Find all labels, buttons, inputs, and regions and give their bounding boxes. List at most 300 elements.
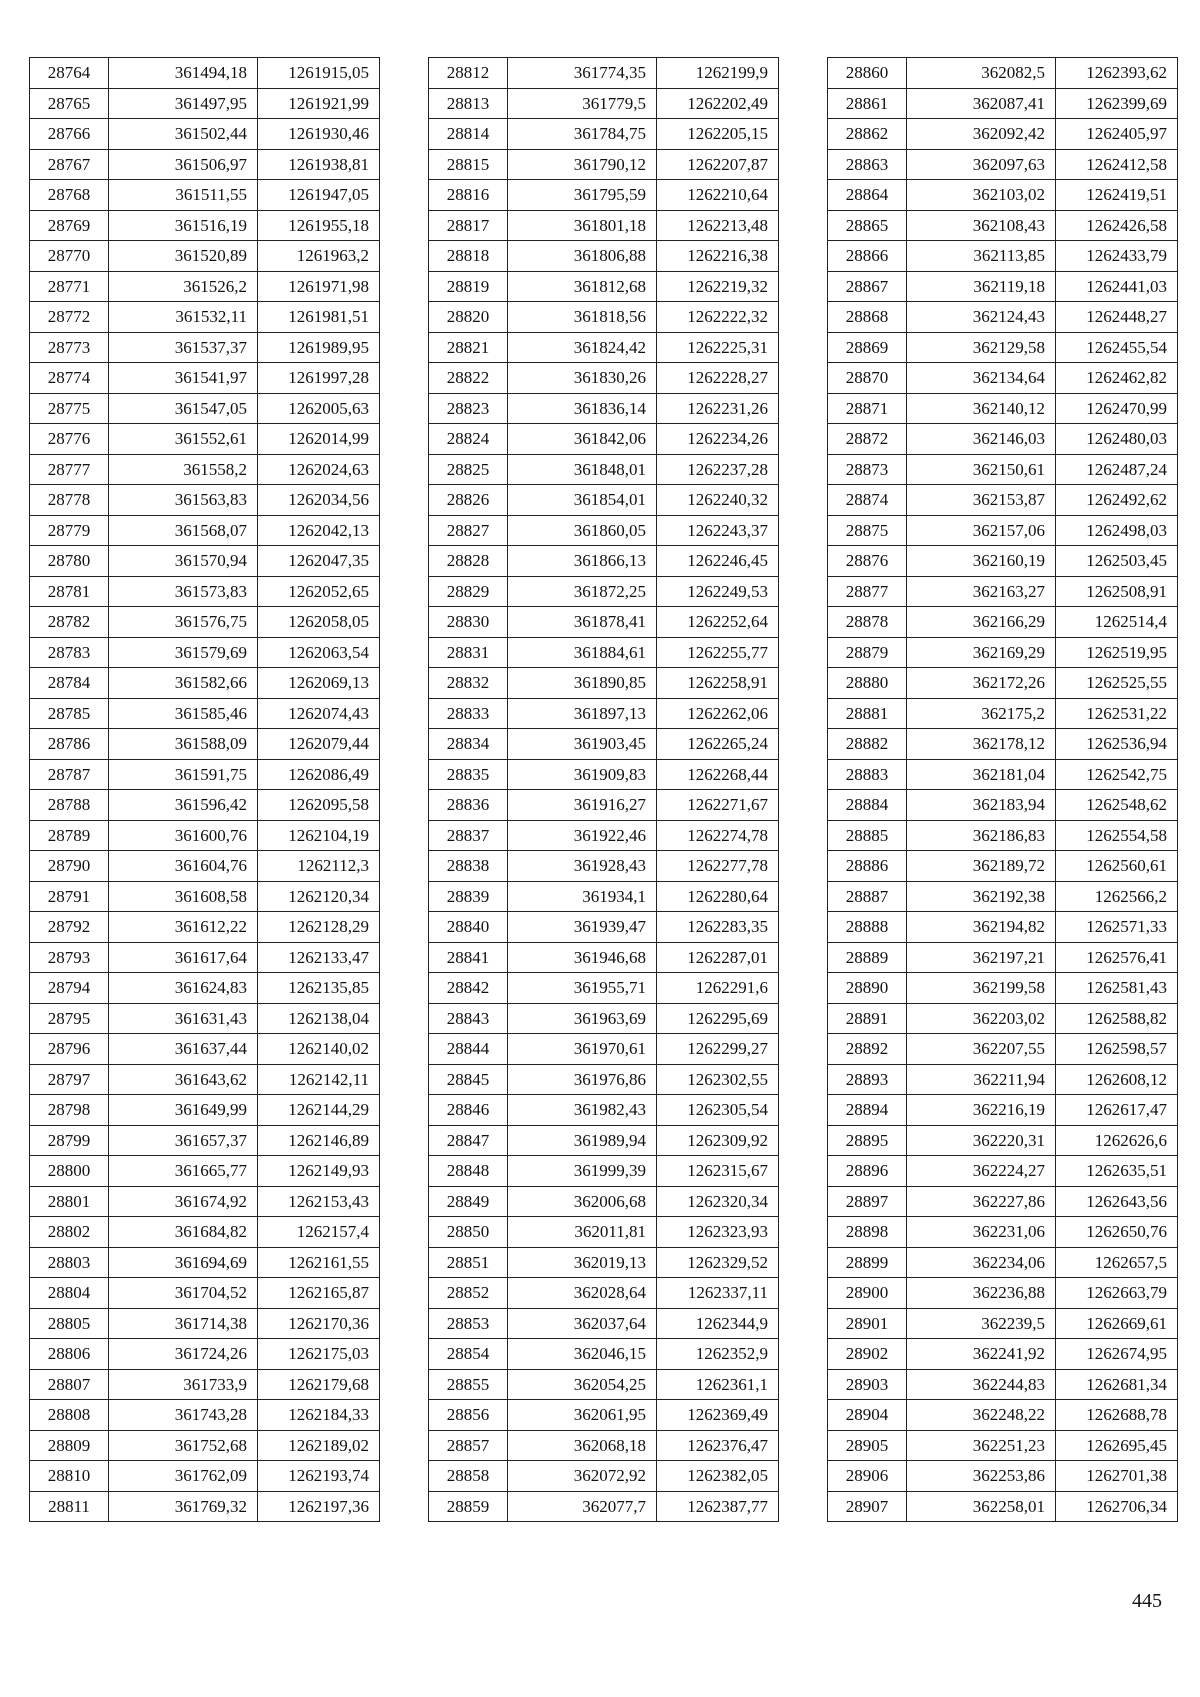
x-coordinate-cell: 361657,37 bbox=[109, 1125, 258, 1156]
y-coordinate-cell: 1262536,94 bbox=[1056, 729, 1178, 760]
table-row bbox=[429, 607, 779, 638]
x-coordinate-cell: 361774,35 bbox=[508, 58, 657, 89]
x-coordinate-cell: 362082,5 bbox=[907, 58, 1056, 89]
x-coordinate-cell: 361624,83 bbox=[109, 973, 258, 1004]
table-row bbox=[828, 271, 1178, 302]
table-row bbox=[30, 1064, 380, 1095]
y-coordinate-cell: 1262291,6 bbox=[657, 973, 779, 1004]
table-row bbox=[429, 210, 779, 241]
table-row bbox=[828, 1461, 1178, 1492]
x-coordinate-cell: 362211,94 bbox=[907, 1064, 1056, 1095]
point-number-cell: 28846 bbox=[429, 1095, 508, 1126]
y-coordinate-cell: 1262498,03 bbox=[1056, 515, 1178, 546]
table-row bbox=[30, 149, 380, 180]
y-coordinate-cell: 1262441,03 bbox=[1056, 271, 1178, 302]
x-coordinate-cell: 362186,83 bbox=[907, 820, 1056, 851]
table-row bbox=[828, 1278, 1178, 1309]
y-coordinate-cell: 1262508,91 bbox=[1056, 576, 1178, 607]
y-coordinate-cell: 1262277,78 bbox=[657, 851, 779, 882]
point-number-cell: 28879 bbox=[828, 637, 907, 668]
point-number-cell: 28787 bbox=[30, 759, 109, 790]
y-coordinate-cell: 1262426,58 bbox=[1056, 210, 1178, 241]
x-coordinate-cell: 362072,92 bbox=[508, 1461, 657, 1492]
y-coordinate-cell: 1262315,67 bbox=[657, 1156, 779, 1187]
point-number-cell: 28867 bbox=[828, 271, 907, 302]
x-coordinate-cell: 361970,61 bbox=[508, 1034, 657, 1065]
x-coordinate-cell: 361982,43 bbox=[508, 1095, 657, 1126]
table-row bbox=[828, 1430, 1178, 1461]
table-row bbox=[828, 820, 1178, 851]
x-coordinate-cell: 362248,22 bbox=[907, 1400, 1056, 1431]
point-number-cell: 28906 bbox=[828, 1461, 907, 1492]
x-coordinate-cell: 362157,06 bbox=[907, 515, 1056, 546]
point-number-cell: 28881 bbox=[828, 698, 907, 729]
x-coordinate-cell: 361928,43 bbox=[508, 851, 657, 882]
point-number-cell: 28890 bbox=[828, 973, 907, 1004]
point-number-cell: 28888 bbox=[828, 912, 907, 943]
table-row bbox=[429, 454, 779, 485]
y-coordinate-cell: 1262635,51 bbox=[1056, 1156, 1178, 1187]
table-row bbox=[30, 1339, 380, 1370]
point-number-cell: 28825 bbox=[429, 454, 508, 485]
y-coordinate-cell: 1262376,47 bbox=[657, 1430, 779, 1461]
table-row bbox=[429, 1247, 779, 1278]
table-row bbox=[828, 668, 1178, 699]
point-number-cell: 28901 bbox=[828, 1308, 907, 1339]
y-coordinate-cell: 1262144,29 bbox=[258, 1095, 380, 1126]
table-row bbox=[828, 241, 1178, 272]
table-row bbox=[828, 546, 1178, 577]
table-row bbox=[30, 668, 380, 699]
table-row bbox=[30, 759, 380, 790]
y-coordinate-cell: 1262283,35 bbox=[657, 912, 779, 943]
table-row bbox=[30, 790, 380, 821]
point-number-cell: 28772 bbox=[30, 302, 109, 333]
y-coordinate-cell: 1262112,3 bbox=[258, 851, 380, 882]
y-coordinate-cell: 1262542,75 bbox=[1056, 759, 1178, 790]
point-number-cell: 28790 bbox=[30, 851, 109, 882]
point-number-cell: 28874 bbox=[828, 485, 907, 516]
y-coordinate-cell: 1261989,95 bbox=[258, 332, 380, 363]
point-number-cell: 28857 bbox=[429, 1430, 508, 1461]
table-row bbox=[828, 1491, 1178, 1522]
x-coordinate-cell: 361884,61 bbox=[508, 637, 657, 668]
x-coordinate-cell: 362087,41 bbox=[907, 88, 1056, 119]
x-coordinate-cell: 362166,29 bbox=[907, 607, 1056, 638]
point-number-cell: 28785 bbox=[30, 698, 109, 729]
point-number-cell: 28813 bbox=[429, 88, 508, 119]
x-coordinate-cell: 361526,2 bbox=[109, 271, 258, 302]
y-coordinate-cell: 1262047,35 bbox=[258, 546, 380, 577]
y-coordinate-cell: 1262361,1 bbox=[657, 1369, 779, 1400]
point-number-cell: 28802 bbox=[30, 1217, 109, 1248]
point-number-cell: 28889 bbox=[828, 942, 907, 973]
point-number-cell: 28805 bbox=[30, 1308, 109, 1339]
table-row bbox=[30, 88, 380, 119]
x-coordinate-cell: 362197,21 bbox=[907, 942, 1056, 973]
point-number-cell: 28904 bbox=[828, 1400, 907, 1431]
x-coordinate-cell: 361922,46 bbox=[508, 820, 657, 851]
y-coordinate-cell: 1262042,13 bbox=[258, 515, 380, 546]
x-coordinate-cell: 361537,37 bbox=[109, 332, 258, 363]
point-number-cell: 28877 bbox=[828, 576, 907, 607]
table-row bbox=[828, 119, 1178, 150]
table-row bbox=[828, 881, 1178, 912]
coordinate-table-2 bbox=[428, 57, 779, 1522]
y-coordinate-cell: 1262249,53 bbox=[657, 576, 779, 607]
y-coordinate-cell: 1262566,2 bbox=[1056, 881, 1178, 912]
point-number-cell: 28859 bbox=[429, 1491, 508, 1522]
point-number-cell: 28791 bbox=[30, 881, 109, 912]
table-row bbox=[828, 332, 1178, 363]
y-coordinate-cell: 1261921,99 bbox=[258, 88, 380, 119]
point-number-cell: 28764 bbox=[30, 58, 109, 89]
x-coordinate-cell: 362160,19 bbox=[907, 546, 1056, 577]
y-coordinate-cell: 1261981,51 bbox=[258, 302, 380, 333]
point-number-cell: 28843 bbox=[429, 1003, 508, 1034]
point-number-cell: 28800 bbox=[30, 1156, 109, 1187]
y-coordinate-cell: 1262352,9 bbox=[657, 1339, 779, 1370]
table-row bbox=[828, 1095, 1178, 1126]
table-row bbox=[828, 393, 1178, 424]
table-row bbox=[828, 58, 1178, 89]
x-coordinate-cell: 361596,42 bbox=[109, 790, 258, 821]
table-row bbox=[30, 576, 380, 607]
x-coordinate-cell: 361743,28 bbox=[109, 1400, 258, 1431]
x-coordinate-cell: 361665,77 bbox=[109, 1156, 258, 1187]
table-row bbox=[30, 1247, 380, 1278]
table-row bbox=[429, 1461, 779, 1492]
x-coordinate-cell: 361769,32 bbox=[109, 1491, 258, 1522]
point-number-cell: 28797 bbox=[30, 1064, 109, 1095]
table-row bbox=[429, 851, 779, 882]
point-number-cell: 28786 bbox=[30, 729, 109, 760]
x-coordinate-cell: 362163,27 bbox=[907, 576, 1056, 607]
x-coordinate-cell: 362140,12 bbox=[907, 393, 1056, 424]
x-coordinate-cell: 361916,27 bbox=[508, 790, 657, 821]
table-row bbox=[828, 302, 1178, 333]
table-row bbox=[429, 1217, 779, 1248]
y-coordinate-cell: 1262271,67 bbox=[657, 790, 779, 821]
x-coordinate-cell: 361909,83 bbox=[508, 759, 657, 790]
point-number-cell: 28827 bbox=[429, 515, 508, 546]
x-coordinate-cell: 362189,72 bbox=[907, 851, 1056, 882]
x-coordinate-cell: 361547,05 bbox=[109, 393, 258, 424]
table-row bbox=[429, 241, 779, 272]
point-number-cell: 28838 bbox=[429, 851, 508, 882]
y-coordinate-cell: 1262525,55 bbox=[1056, 668, 1178, 699]
point-number-cell: 28835 bbox=[429, 759, 508, 790]
y-coordinate-cell: 1262470,99 bbox=[1056, 393, 1178, 424]
y-coordinate-cell: 1262323,93 bbox=[657, 1217, 779, 1248]
y-coordinate-cell: 1262657,5 bbox=[1056, 1247, 1178, 1278]
y-coordinate-cell: 1262252,64 bbox=[657, 607, 779, 638]
x-coordinate-cell: 362113,85 bbox=[907, 241, 1056, 272]
x-coordinate-cell: 361779,5 bbox=[508, 88, 657, 119]
table-row bbox=[30, 271, 380, 302]
x-coordinate-cell: 361541,97 bbox=[109, 363, 258, 394]
table-row bbox=[30, 851, 380, 882]
x-coordinate-cell: 361617,64 bbox=[109, 942, 258, 973]
y-coordinate-cell: 1262487,24 bbox=[1056, 454, 1178, 485]
point-number-cell: 28854 bbox=[429, 1339, 508, 1370]
y-coordinate-cell: 1262005,63 bbox=[258, 393, 380, 424]
point-number-cell: 28768 bbox=[30, 180, 109, 211]
table-row bbox=[828, 363, 1178, 394]
point-number-cell: 28798 bbox=[30, 1095, 109, 1126]
x-coordinate-cell: 362054,25 bbox=[508, 1369, 657, 1400]
x-coordinate-cell: 361946,68 bbox=[508, 942, 657, 973]
y-coordinate-cell: 1262329,52 bbox=[657, 1247, 779, 1278]
point-number-cell: 28873 bbox=[828, 454, 907, 485]
x-coordinate-cell: 361684,82 bbox=[109, 1217, 258, 1248]
table-row bbox=[429, 119, 779, 150]
y-coordinate-cell: 1262133,47 bbox=[258, 942, 380, 973]
y-coordinate-cell: 1262274,78 bbox=[657, 820, 779, 851]
table-row bbox=[30, 1308, 380, 1339]
point-number-cell: 28810 bbox=[30, 1461, 109, 1492]
y-coordinate-cell: 1262663,79 bbox=[1056, 1278, 1178, 1309]
point-number-cell: 28771 bbox=[30, 271, 109, 302]
x-coordinate-cell: 361897,13 bbox=[508, 698, 657, 729]
y-coordinate-cell: 1262608,12 bbox=[1056, 1064, 1178, 1095]
point-number-cell: 28809 bbox=[30, 1430, 109, 1461]
table-row bbox=[828, 1156, 1178, 1187]
y-coordinate-cell: 1262161,55 bbox=[258, 1247, 380, 1278]
x-coordinate-cell: 362203,02 bbox=[907, 1003, 1056, 1034]
table-row bbox=[828, 424, 1178, 455]
table-row bbox=[429, 576, 779, 607]
point-number-cell: 28903 bbox=[828, 1369, 907, 1400]
point-number-cell: 28839 bbox=[429, 881, 508, 912]
point-number-cell: 28814 bbox=[429, 119, 508, 150]
table-row bbox=[30, 1400, 380, 1431]
y-coordinate-cell: 1262448,27 bbox=[1056, 302, 1178, 333]
x-coordinate-cell: 362108,43 bbox=[907, 210, 1056, 241]
x-coordinate-cell: 361878,41 bbox=[508, 607, 657, 638]
point-number-cell: 28807 bbox=[30, 1369, 109, 1400]
point-number-cell: 28812 bbox=[429, 58, 508, 89]
x-coordinate-cell: 362251,23 bbox=[907, 1430, 1056, 1461]
point-number-cell: 28804 bbox=[30, 1278, 109, 1309]
point-number-cell: 28821 bbox=[429, 332, 508, 363]
point-number-cell: 28803 bbox=[30, 1247, 109, 1278]
x-coordinate-cell: 361643,62 bbox=[109, 1064, 258, 1095]
table-row bbox=[429, 790, 779, 821]
table-row bbox=[30, 912, 380, 943]
y-coordinate-cell: 1262193,74 bbox=[258, 1461, 380, 1492]
x-coordinate-cell: 361502,44 bbox=[109, 119, 258, 150]
table-row bbox=[30, 1156, 380, 1187]
table-row bbox=[828, 88, 1178, 119]
x-coordinate-cell: 361939,47 bbox=[508, 912, 657, 943]
point-number-cell: 28894 bbox=[828, 1095, 907, 1126]
y-coordinate-cell: 1262234,26 bbox=[657, 424, 779, 455]
x-coordinate-cell: 362175,2 bbox=[907, 698, 1056, 729]
y-coordinate-cell: 1262617,47 bbox=[1056, 1095, 1178, 1126]
y-coordinate-cell: 1262503,45 bbox=[1056, 546, 1178, 577]
x-coordinate-cell: 362077,7 bbox=[508, 1491, 657, 1522]
table-row bbox=[429, 729, 779, 760]
y-coordinate-cell: 1262140,02 bbox=[258, 1034, 380, 1065]
table-row bbox=[429, 393, 779, 424]
table-row bbox=[429, 1034, 779, 1065]
x-coordinate-cell: 361762,09 bbox=[109, 1461, 258, 1492]
x-coordinate-cell: 362129,58 bbox=[907, 332, 1056, 363]
table-row bbox=[429, 820, 779, 851]
x-coordinate-cell: 361842,06 bbox=[508, 424, 657, 455]
point-number-cell: 28832 bbox=[429, 668, 508, 699]
table-row bbox=[828, 515, 1178, 546]
table-row bbox=[30, 973, 380, 1004]
x-coordinate-cell: 362061,95 bbox=[508, 1400, 657, 1431]
table-row bbox=[828, 454, 1178, 485]
y-coordinate-cell: 1262405,97 bbox=[1056, 119, 1178, 150]
y-coordinate-cell: 1262135,85 bbox=[258, 973, 380, 1004]
y-coordinate-cell: 1262492,62 bbox=[1056, 485, 1178, 516]
point-number-cell: 28860 bbox=[828, 58, 907, 89]
point-number-cell: 28876 bbox=[828, 546, 907, 577]
point-number-cell: 28806 bbox=[30, 1339, 109, 1370]
x-coordinate-cell: 361520,89 bbox=[109, 241, 258, 272]
point-number-cell: 28793 bbox=[30, 942, 109, 973]
y-coordinate-cell: 1262571,33 bbox=[1056, 912, 1178, 943]
y-coordinate-cell: 1262179,68 bbox=[258, 1369, 380, 1400]
table-row bbox=[429, 1156, 779, 1187]
table-row bbox=[429, 546, 779, 577]
point-number-cell: 28872 bbox=[828, 424, 907, 455]
y-coordinate-cell: 1262514,4 bbox=[1056, 607, 1178, 638]
point-number-cell: 28884 bbox=[828, 790, 907, 821]
y-coordinate-cell: 1262231,26 bbox=[657, 393, 779, 424]
y-coordinate-cell: 1262681,34 bbox=[1056, 1369, 1178, 1400]
point-number-cell: 28799 bbox=[30, 1125, 109, 1156]
y-coordinate-cell: 1262202,49 bbox=[657, 88, 779, 119]
y-coordinate-cell: 1261915,05 bbox=[258, 58, 380, 89]
x-coordinate-cell: 362097,63 bbox=[907, 149, 1056, 180]
point-number-cell: 28781 bbox=[30, 576, 109, 607]
y-coordinate-cell: 1262199,9 bbox=[657, 58, 779, 89]
x-coordinate-cell: 361604,76 bbox=[109, 851, 258, 882]
table-row bbox=[429, 698, 779, 729]
table-row bbox=[30, 1186, 380, 1217]
point-number-cell: 28866 bbox=[828, 241, 907, 272]
table-row bbox=[30, 1003, 380, 1034]
table-row bbox=[429, 1491, 779, 1522]
x-coordinate-cell: 362199,58 bbox=[907, 973, 1056, 1004]
x-coordinate-cell: 361860,05 bbox=[508, 515, 657, 546]
table-row bbox=[828, 942, 1178, 973]
table-row bbox=[30, 881, 380, 912]
x-coordinate-cell: 361612,22 bbox=[109, 912, 258, 943]
y-coordinate-cell: 1262246,45 bbox=[657, 546, 779, 577]
y-coordinate-cell: 1262205,15 bbox=[657, 119, 779, 150]
y-coordinate-cell: 1262695,45 bbox=[1056, 1430, 1178, 1461]
y-coordinate-cell: 1262058,05 bbox=[258, 607, 380, 638]
table-row bbox=[828, 973, 1178, 1004]
table-row bbox=[429, 180, 779, 211]
point-number-cell: 28837 bbox=[429, 820, 508, 851]
point-number-cell: 28882 bbox=[828, 729, 907, 760]
x-coordinate-cell: 362006,68 bbox=[508, 1186, 657, 1217]
y-coordinate-cell: 1262216,38 bbox=[657, 241, 779, 272]
point-number-cell: 28836 bbox=[429, 790, 508, 821]
point-number-cell: 28878 bbox=[828, 607, 907, 638]
y-coordinate-cell: 1262184,33 bbox=[258, 1400, 380, 1431]
table-row bbox=[30, 1095, 380, 1126]
point-number-cell: 28765 bbox=[30, 88, 109, 119]
x-coordinate-cell: 362236,88 bbox=[907, 1278, 1056, 1309]
x-coordinate-cell: 361494,18 bbox=[109, 58, 258, 89]
point-number-cell: 28816 bbox=[429, 180, 508, 211]
point-number-cell: 28897 bbox=[828, 1186, 907, 1217]
point-number-cell: 28905 bbox=[828, 1430, 907, 1461]
table-row bbox=[30, 698, 380, 729]
table-row bbox=[828, 149, 1178, 180]
y-coordinate-cell: 1262210,64 bbox=[657, 180, 779, 211]
table-row bbox=[30, 424, 380, 455]
y-coordinate-cell: 1262153,43 bbox=[258, 1186, 380, 1217]
y-coordinate-cell: 1262581,43 bbox=[1056, 973, 1178, 1004]
point-number-cell: 28875 bbox=[828, 515, 907, 546]
x-coordinate-cell: 361903,45 bbox=[508, 729, 657, 760]
point-number-cell: 28831 bbox=[429, 637, 508, 668]
x-coordinate-cell: 362019,13 bbox=[508, 1247, 657, 1278]
y-coordinate-cell: 1262399,69 bbox=[1056, 88, 1178, 119]
y-coordinate-cell: 1261997,28 bbox=[258, 363, 380, 394]
x-coordinate-cell: 361955,71 bbox=[508, 973, 657, 1004]
x-coordinate-cell: 361552,61 bbox=[109, 424, 258, 455]
x-coordinate-cell: 361588,09 bbox=[109, 729, 258, 760]
point-number-cell: 28883 bbox=[828, 759, 907, 790]
x-coordinate-cell: 361558,2 bbox=[109, 454, 258, 485]
point-number-cell: 28796 bbox=[30, 1034, 109, 1065]
point-number-cell: 28898 bbox=[828, 1217, 907, 1248]
y-coordinate-cell: 1262243,37 bbox=[657, 515, 779, 546]
x-coordinate-cell: 361806,88 bbox=[508, 241, 657, 272]
y-coordinate-cell: 1262149,93 bbox=[258, 1156, 380, 1187]
table-row bbox=[30, 485, 380, 516]
y-coordinate-cell: 1262095,58 bbox=[258, 790, 380, 821]
x-coordinate-cell: 362183,94 bbox=[907, 790, 1056, 821]
x-coordinate-cell: 361516,19 bbox=[109, 210, 258, 241]
x-coordinate-cell: 362153,87 bbox=[907, 485, 1056, 516]
y-coordinate-cell: 1261963,2 bbox=[258, 241, 380, 272]
x-coordinate-cell: 361872,25 bbox=[508, 576, 657, 607]
x-coordinate-cell: 362207,55 bbox=[907, 1034, 1056, 1065]
y-coordinate-cell: 1262222,32 bbox=[657, 302, 779, 333]
point-number-cell: 28833 bbox=[429, 698, 508, 729]
point-number-cell: 28851 bbox=[429, 1247, 508, 1278]
x-coordinate-cell: 361694,69 bbox=[109, 1247, 258, 1278]
x-coordinate-cell: 362046,15 bbox=[508, 1339, 657, 1370]
y-coordinate-cell: 1262128,29 bbox=[258, 912, 380, 943]
y-coordinate-cell: 1262576,41 bbox=[1056, 942, 1178, 973]
point-number-cell: 28853 bbox=[429, 1308, 508, 1339]
point-number-cell: 28896 bbox=[828, 1156, 907, 1187]
y-coordinate-cell: 1262626,6 bbox=[1056, 1125, 1178, 1156]
point-number-cell: 28782 bbox=[30, 607, 109, 638]
point-number-cell: 28847 bbox=[429, 1125, 508, 1156]
table-row bbox=[30, 210, 380, 241]
y-coordinate-cell: 1262138,04 bbox=[258, 1003, 380, 1034]
y-coordinate-cell: 1262074,43 bbox=[258, 698, 380, 729]
x-coordinate-cell: 362169,29 bbox=[907, 637, 1056, 668]
table-row bbox=[429, 88, 779, 119]
table-row bbox=[30, 546, 380, 577]
y-coordinate-cell: 1262588,82 bbox=[1056, 1003, 1178, 1034]
table-row bbox=[429, 485, 779, 516]
